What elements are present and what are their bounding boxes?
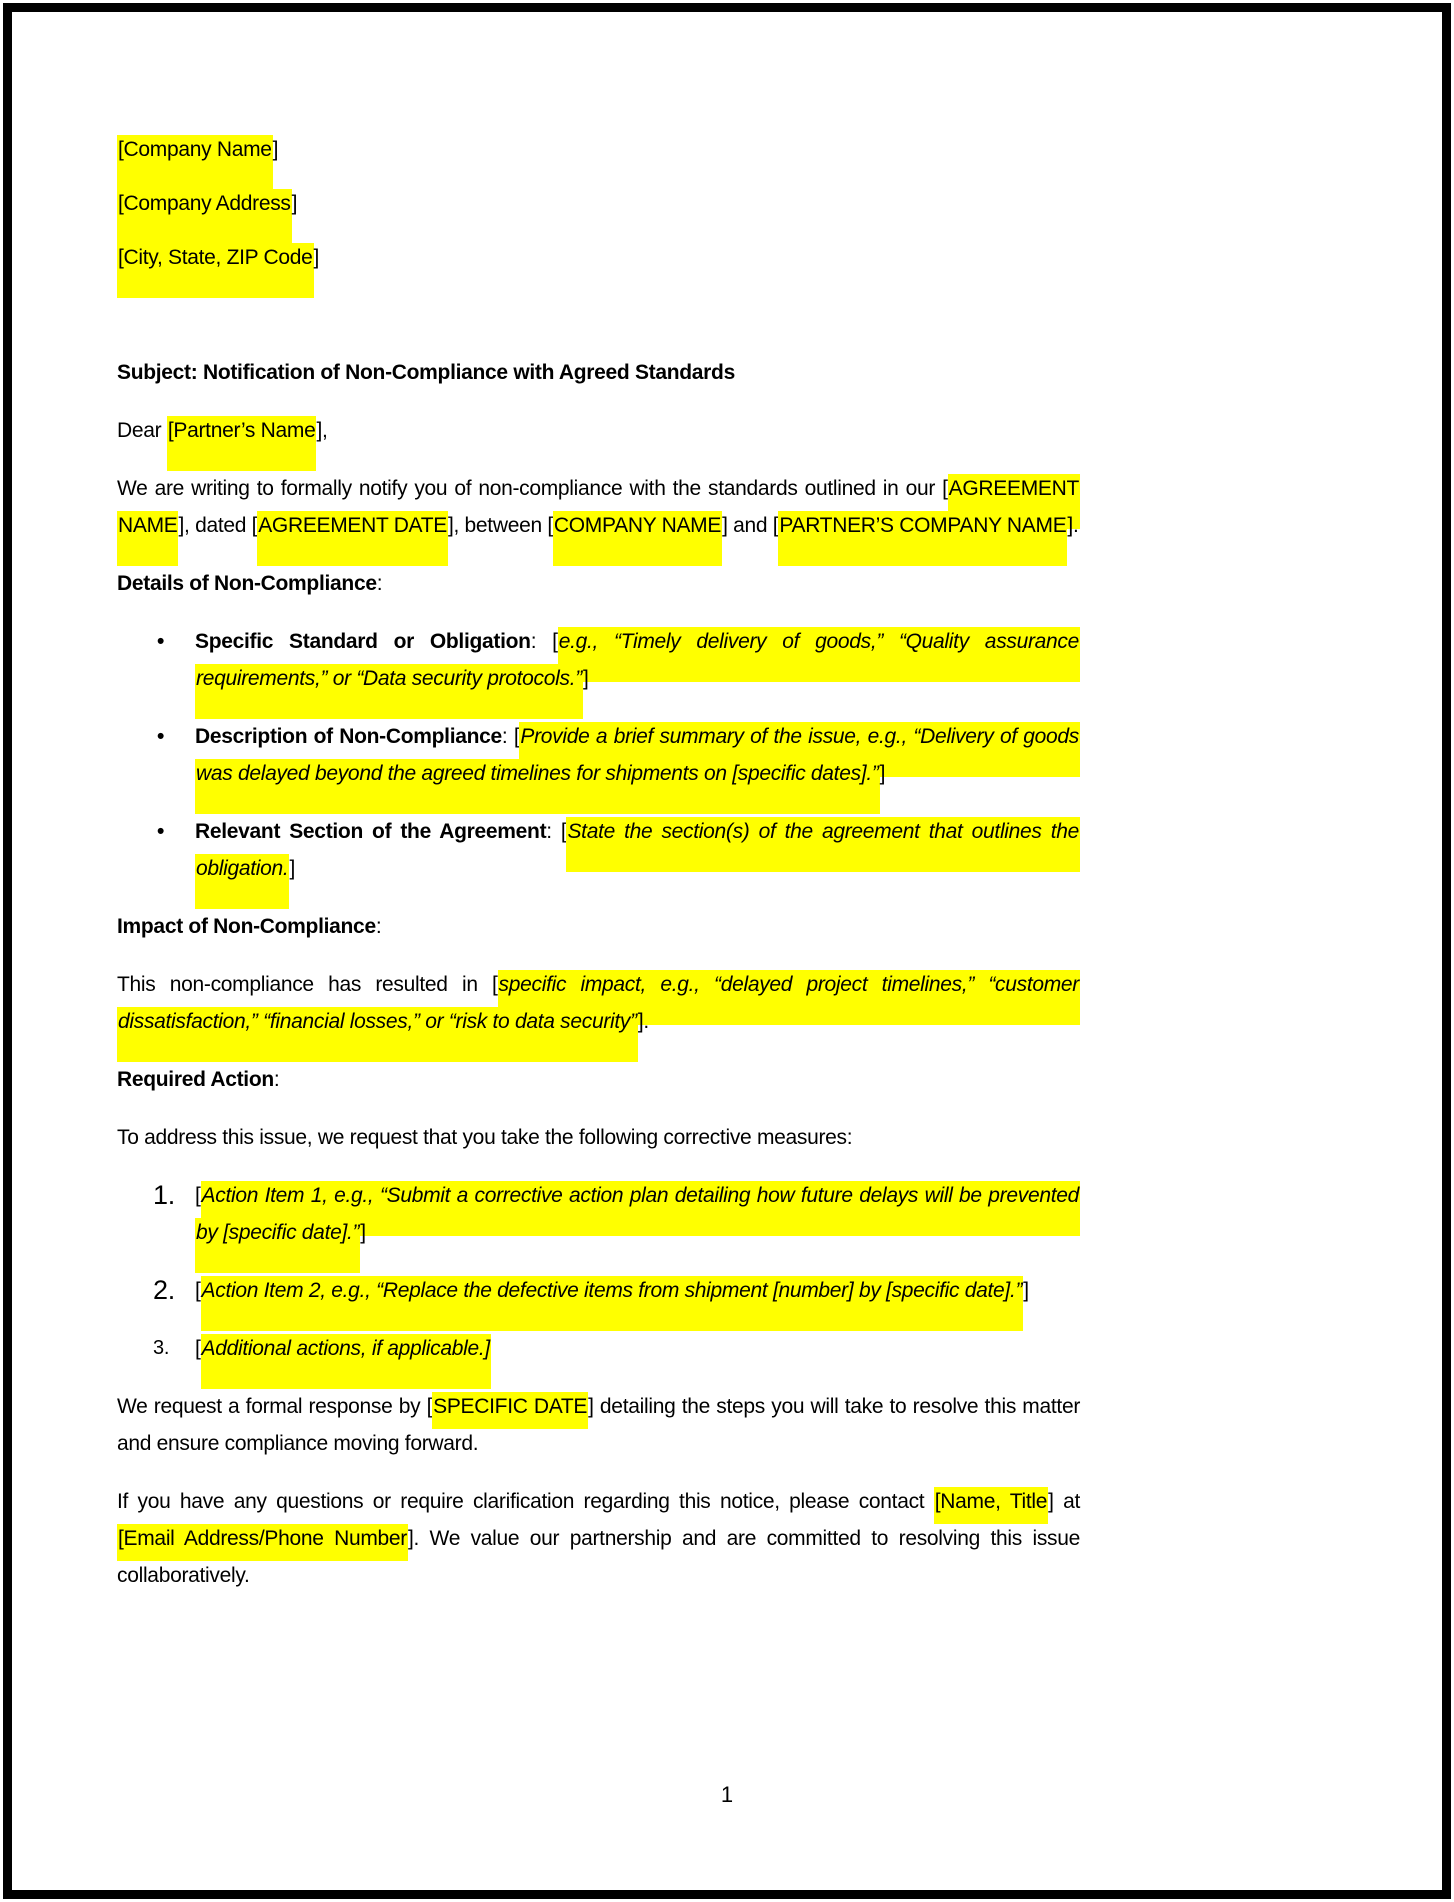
response-close: ] detailing the steps you will take to resolve this matter and ensure compliance moving forward. xyxy=(117,1395,1081,1455)
bracket-open: [ xyxy=(195,1279,201,1302)
action-item-2 xyxy=(153,1272,1080,1309)
placeholder-action-item-2: Action Item 2, e.g., “Replace the defective items from shipment [number] by [specific date].” xyxy=(201,1276,1024,1331)
heading-colon: : xyxy=(273,1068,280,1091)
action-item-number: 3. xyxy=(153,1337,170,1359)
letterhead-company-name xyxy=(117,131,1080,168)
bracket-close: ] xyxy=(313,246,320,269)
corrective-measures-intro: To address this issue, we request that you take the following corrective measures: xyxy=(117,1126,853,1149)
detail-label: Description of Non-Compliance xyxy=(195,725,502,748)
greeting-text: Dear xyxy=(117,419,167,442)
intro-text: We are writing to formally notify you of non-compliance with the standards outlined in our [ xyxy=(117,477,948,500)
detail-item-relevant-section xyxy=(157,813,1080,887)
detail-item-standard xyxy=(157,623,1080,697)
detail-separator: : [ xyxy=(530,630,558,653)
bullet-icon: • xyxy=(157,630,165,653)
action-item-1 xyxy=(153,1177,1080,1251)
placeholder-partner-company-name: PARTNER’S COMPANY NAME xyxy=(778,511,1067,566)
detail-item-description xyxy=(157,718,1080,792)
greeting-line xyxy=(117,412,1080,449)
placeholder-specific-impact: specific impact, e.g., “delayed project timelines,” “customer dissatisfaction,” “financial losses,” or “risk to data security” xyxy=(117,970,1080,1062)
bullet-icon: • xyxy=(157,725,165,748)
intro-paragraph xyxy=(117,470,1080,544)
letterhead-company-address xyxy=(117,185,1080,222)
corrective-actions-list xyxy=(117,1177,1080,1367)
required-action-heading xyxy=(117,1061,1080,1098)
placeholder-city-state-zip: [City, State, ZIP Code xyxy=(117,243,314,298)
letter-body xyxy=(117,131,1080,1615)
placeholder-company-address: [Company Address xyxy=(117,189,292,244)
response-deadline-paragraph xyxy=(117,1388,1080,1462)
placeholder-partner-name: [Partner’s Name xyxy=(167,416,317,471)
intro-text: ]. xyxy=(1067,514,1079,537)
bracket-open: [ xyxy=(195,1337,201,1360)
placeholder-company-name: [Company Name xyxy=(117,135,273,190)
detail-separator: : [ xyxy=(501,725,520,748)
contact-text: ] at xyxy=(1048,1490,1081,1513)
placeholder-section-example: State the section(s) of the agreement that outlines the obligation. xyxy=(195,817,1080,909)
non-compliance-details-list xyxy=(117,623,1080,887)
placeholder-name-title: [Name, Title xyxy=(934,1487,1048,1524)
bracket-open: [ xyxy=(195,1184,201,1207)
greeting-close: ], xyxy=(316,419,328,442)
placeholder-email-phone: [Email Address/Phone Number xyxy=(117,1524,408,1561)
contact-text: ]. We value our partnership and are committed to resolving this issue collaboratively. xyxy=(117,1527,1080,1587)
detail-label: Relevant Section of the Agreement xyxy=(195,820,547,843)
placeholder-agreement-date: AGREEMENT DATE xyxy=(257,511,448,566)
contact-paragraph xyxy=(117,1483,1080,1594)
bullet-icon: • xyxy=(157,820,165,843)
placeholder-additional-actions: Additional actions, if applicable.] xyxy=(201,1334,491,1389)
impact-heading xyxy=(117,908,1080,945)
intro-text: ], dated [ xyxy=(178,514,258,537)
action-item-number: 1. xyxy=(153,1180,175,1210)
placeholder-action-item-1: Action Item 1, e.g., “Submit a corrective action plan detailing how future delays will be prevented by [specific date].” xyxy=(195,1181,1080,1273)
intro-text: ], between [ xyxy=(447,514,553,537)
detail-separator: : [ xyxy=(546,820,567,843)
bracket-close: ] xyxy=(879,762,886,785)
letterhead-city-state-zip xyxy=(117,239,1080,276)
impact-text: This non-compliance has resulted in [ xyxy=(117,973,498,996)
impact-heading-text: Impact of Non-Compliance xyxy=(117,915,376,938)
response-text: We request a formal response by [ xyxy=(117,1395,433,1418)
placeholder-description-example: Provide a brief summary of the issue, e.g., “Delivery of goods was delayed beyond the agreed timelines for shipments on [specific dates].” xyxy=(195,722,1080,814)
impact-close: ]. xyxy=(637,1010,649,1033)
detail-label: Specific Standard or Obligation xyxy=(195,630,531,653)
details-heading xyxy=(117,565,1080,602)
action-item-3 xyxy=(153,1330,1080,1367)
bracket-close: ] xyxy=(360,1221,366,1244)
bracket-close: ] xyxy=(1023,1279,1029,1302)
bracket-close: ] xyxy=(291,192,298,215)
action-item-number: 2. xyxy=(153,1275,175,1305)
contact-text: If you have any questions or require clarification regarding this notice, please contact xyxy=(117,1490,934,1513)
spacer xyxy=(117,293,1080,354)
placeholder-agreement-name: AGREEMENT NAME xyxy=(117,474,1080,566)
impact-paragraph xyxy=(117,966,1080,1040)
placeholder-company-name-2: COMPANY NAME xyxy=(553,511,722,566)
placeholder-standard-example: e.g., “Timely delivery of goods,” “Quality assurance requirements,” or “Data security protocols.” xyxy=(195,627,1080,719)
bracket-close: ] xyxy=(272,138,279,161)
placeholder-specific-date: SPECIFIC DATE xyxy=(432,1392,588,1429)
required-heading-text: Required Action xyxy=(117,1068,274,1091)
subject-line: Subject: Notification of Non-Compliance with Agreed Standards xyxy=(117,361,735,384)
heading-colon: : xyxy=(375,915,382,938)
bracket-close: ] xyxy=(289,857,295,880)
page-number: 1 xyxy=(720,1782,734,1807)
heading-colon: : xyxy=(376,572,383,595)
details-heading-text: Details of Non-Compliance xyxy=(117,572,377,595)
intro-text: ] and [ xyxy=(722,514,779,537)
bracket-close: ] xyxy=(582,667,589,690)
